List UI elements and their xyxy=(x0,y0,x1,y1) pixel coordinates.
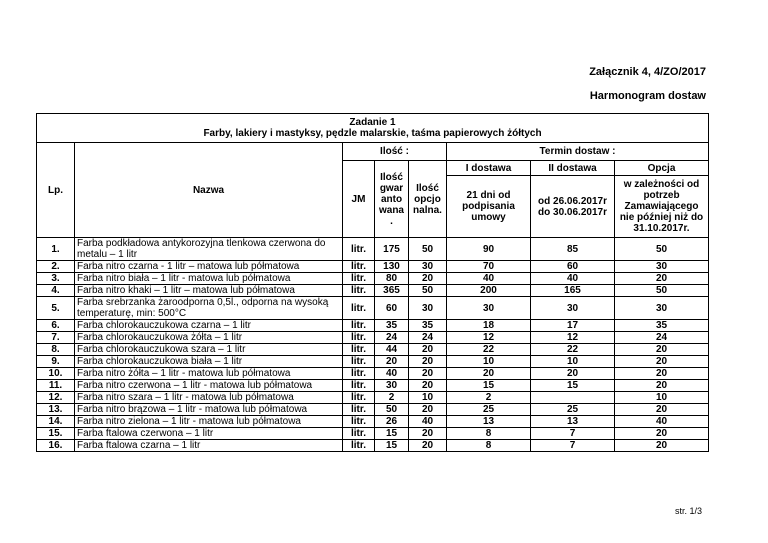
header-jm: JM xyxy=(343,161,375,238)
task-title: Zadanie 1 xyxy=(349,117,396,128)
row-jm: litr. xyxy=(343,392,375,404)
row-qty-optional: 20 xyxy=(409,440,447,452)
row-jm: litr. xyxy=(343,261,375,273)
row-lp: 12. xyxy=(37,392,75,404)
schedule-title: Harmonogram dostaw xyxy=(589,90,706,102)
row-first-delivery: 30 xyxy=(447,297,531,320)
row-name: Farba srebrzanka żaroodporna 0,5l., odporna na wysoką temperaturę, min: 500°C xyxy=(75,297,343,320)
row-first-delivery: 200 xyxy=(447,285,531,297)
row-lp: 16. xyxy=(37,440,75,452)
row-name: Farba podkładowa antykorozyjna tlenkowa czerwona do metalu – 1 litr xyxy=(75,238,343,261)
row-first-delivery: 90 xyxy=(447,238,531,261)
row-qty-optional: 10 xyxy=(409,392,447,404)
table-row xyxy=(37,261,709,273)
row-lp: 6. xyxy=(37,320,75,332)
row-jm: litr. xyxy=(343,404,375,416)
row-first-delivery: 10 xyxy=(447,356,531,368)
row-qty-guaranteed: 50 xyxy=(375,404,409,416)
row-lp: 15. xyxy=(37,428,75,440)
row-lp: 14. xyxy=(37,416,75,428)
row-qty-optional: 20 xyxy=(409,428,447,440)
table-row xyxy=(37,404,709,416)
row-option: 20 xyxy=(615,344,709,356)
row-first-delivery: 20 xyxy=(447,368,531,380)
header-second-delivery-term: od 26.06.2017r do 30.06.2017r xyxy=(531,176,615,238)
row-lp: 4. xyxy=(37,285,75,297)
table-row xyxy=(37,320,709,332)
task-title-row xyxy=(37,114,709,143)
row-lp: 7. xyxy=(37,332,75,344)
row-name: Farba nitro szara – 1 litr - matowa lub półmatowa xyxy=(75,392,343,404)
header-option-term: w zależności od potrzeb Zamawiającego nie później niż do 31.10.2017r. xyxy=(615,176,709,238)
row-lp: 13. xyxy=(37,404,75,416)
header-name: Nazwa xyxy=(75,143,343,238)
row-lp: 3. xyxy=(37,273,75,285)
row-qty-optional: 20 xyxy=(409,273,447,285)
row-option: 20 xyxy=(615,368,709,380)
attachment-label: Załącznik 4, 4/ZO/2017 xyxy=(589,66,706,78)
row-jm: litr. xyxy=(343,380,375,392)
row-second-delivery: 10 xyxy=(531,356,615,368)
row-first-delivery: 12 xyxy=(447,332,531,344)
row-first-delivery: 40 xyxy=(447,273,531,285)
table-row xyxy=(37,238,709,261)
header-delivery-date: Termin dostaw : xyxy=(447,143,709,161)
row-qty-guaranteed: 175 xyxy=(375,238,409,261)
task-subtitle: Farby, lakiery i mastyksy, pędzle malarskie, taśma papierowych żółtych xyxy=(203,128,542,139)
row-jm: litr. xyxy=(343,356,375,368)
row-option: 20 xyxy=(615,356,709,368)
page-number: str. 1/3 xyxy=(674,506,702,516)
row-lp: 11. xyxy=(37,380,75,392)
row-option: 35 xyxy=(615,320,709,332)
row-qty-guaranteed: 20 xyxy=(375,356,409,368)
row-first-delivery: 13 xyxy=(447,416,531,428)
row-option: 20 xyxy=(615,404,709,416)
row-option: 30 xyxy=(615,261,709,273)
row-second-delivery: 15 xyxy=(531,380,615,392)
row-second-delivery: 17 xyxy=(531,320,615,332)
row-qty-optional: 20 xyxy=(409,368,447,380)
row-second-delivery: 13 xyxy=(531,416,615,428)
header-qty-optional: Ilość opcjo nalna. xyxy=(409,161,447,238)
row-lp: 1. xyxy=(37,238,75,261)
row-qty-guaranteed: 2 xyxy=(375,392,409,404)
header-lp: Lp. xyxy=(37,143,75,238)
row-qty-optional: 50 xyxy=(409,238,447,261)
row-qty-guaranteed: 24 xyxy=(375,332,409,344)
row-second-delivery: 12 xyxy=(531,332,615,344)
row-qty-guaranteed: 35 xyxy=(375,320,409,332)
row-qty-guaranteed: 40 xyxy=(375,368,409,380)
row-qty-guaranteed: 15 xyxy=(375,428,409,440)
row-qty-guaranteed: 26 xyxy=(375,416,409,428)
table-row xyxy=(37,332,709,344)
row-qty-optional: 20 xyxy=(409,404,447,416)
row-name: Farba chlorokauczukowa szara – 1 litr xyxy=(75,344,343,356)
row-qty-optional: 20 xyxy=(409,356,447,368)
row-second-delivery: 22 xyxy=(531,344,615,356)
row-jm: litr. xyxy=(343,273,375,285)
row-second-delivery xyxy=(531,392,615,404)
row-first-delivery: 15 xyxy=(447,380,531,392)
row-second-delivery: 20 xyxy=(531,368,615,380)
row-jm: litr. xyxy=(343,297,375,320)
row-qty-guaranteed: 44 xyxy=(375,344,409,356)
row-second-delivery: 40 xyxy=(531,273,615,285)
row-option: 20 xyxy=(615,380,709,392)
row-name: Farba ftalowa czarna – 1 litr xyxy=(75,440,343,452)
table-row xyxy=(37,440,709,452)
row-qty-optional: 20 xyxy=(409,344,447,356)
table-row xyxy=(37,273,709,285)
row-option: 24 xyxy=(615,332,709,344)
row-option: 20 xyxy=(615,440,709,452)
row-second-delivery: 7 xyxy=(531,428,615,440)
row-qty-optional: 30 xyxy=(409,297,447,320)
row-name: Farba nitro brązowa – 1 litr - matowa lub półmatowa xyxy=(75,404,343,416)
row-jm: litr. xyxy=(343,285,375,297)
row-first-delivery: 18 xyxy=(447,320,531,332)
table-row xyxy=(37,285,709,297)
header-quantity: Ilość : xyxy=(343,143,447,161)
table-row xyxy=(37,416,709,428)
row-qty-optional: 30 xyxy=(409,261,447,273)
row-name: Farba nitro zielona – 1 litr - matowa lub półmatowa xyxy=(75,416,343,428)
row-option: 50 xyxy=(615,285,709,297)
row-name: Farba nitro biała – 1 litr - matowa lub półmatowa xyxy=(75,273,343,285)
row-name: Farba ftalowa czerwona – 1 litr xyxy=(75,428,343,440)
row-jm: litr. xyxy=(343,368,375,380)
row-name: Farba nitro khaki – 1 litr – matowa lub półmatowa xyxy=(75,285,343,297)
row-jm: litr. xyxy=(343,440,375,452)
row-qty-optional: 40 xyxy=(409,416,447,428)
row-second-delivery: 30 xyxy=(531,297,615,320)
row-name: Farba chlorokauczukowa czarna – 1 litr xyxy=(75,320,343,332)
row-second-delivery: 7 xyxy=(531,440,615,452)
row-lp: 8. xyxy=(37,344,75,356)
row-name: Farba chlorokauczukowa biała – 1 litr xyxy=(75,356,343,368)
row-second-delivery: 25 xyxy=(531,404,615,416)
table-row xyxy=(37,392,709,404)
row-first-delivery: 2 xyxy=(447,392,531,404)
row-name: Farba nitro czerwona – 1 litr - matowa lub półmatowa xyxy=(75,380,343,392)
row-qty-guaranteed: 15 xyxy=(375,440,409,452)
header-row-1 xyxy=(37,143,709,161)
header-qty-guaranteed: Ilość gwar anto wana . xyxy=(375,161,409,238)
row-name: Farba chlorokauczukowa żółta – 1 litr xyxy=(75,332,343,344)
table-row xyxy=(37,297,709,320)
row-option: 50 xyxy=(615,238,709,261)
table-row xyxy=(37,368,709,380)
row-jm: litr. xyxy=(343,344,375,356)
header-first-delivery: I dostawa xyxy=(447,161,531,176)
row-qty-guaranteed: 30 xyxy=(375,380,409,392)
row-qty-optional: 20 xyxy=(409,380,447,392)
header-second-delivery: II dostawa xyxy=(531,161,615,176)
row-first-delivery: 8 xyxy=(447,440,531,452)
header-first-delivery-term: 21 dni od podpisania umowy xyxy=(447,176,531,238)
row-lp: 2. xyxy=(37,261,75,273)
delivery-schedule-table xyxy=(36,113,709,452)
row-qty-guaranteed: 365 xyxy=(375,285,409,297)
table-row xyxy=(37,356,709,368)
row-qty-optional: 24 xyxy=(409,332,447,344)
row-qty-guaranteed: 60 xyxy=(375,297,409,320)
row-jm: litr. xyxy=(343,238,375,261)
row-option: 40 xyxy=(615,416,709,428)
row-qty-optional: 50 xyxy=(409,285,447,297)
row-lp: 9. xyxy=(37,356,75,368)
row-qty-guaranteed: 130 xyxy=(375,261,409,273)
row-first-delivery: 70 xyxy=(447,261,531,273)
row-option: 10 xyxy=(615,392,709,404)
row-name: Farba nitro czarna - 1 litr – matowa lub półmatowa xyxy=(75,261,343,273)
row-qty-guaranteed: 80 xyxy=(375,273,409,285)
row-second-delivery: 165 xyxy=(531,285,615,297)
row-option: 20 xyxy=(615,273,709,285)
row-jm: litr. xyxy=(343,332,375,344)
header-option: Opcja xyxy=(615,161,709,176)
row-name: Farba nitro żółta – 1 litr - matowa lub półmatowa xyxy=(75,368,343,380)
table-row xyxy=(37,380,709,392)
row-qty-optional: 35 xyxy=(409,320,447,332)
row-option: 30 xyxy=(615,297,709,320)
row-first-delivery: 8 xyxy=(447,428,531,440)
row-jm: litr. xyxy=(343,428,375,440)
row-lp: 10. xyxy=(37,368,75,380)
row-second-delivery: 60 xyxy=(531,261,615,273)
table-row xyxy=(37,428,709,440)
row-jm: litr. xyxy=(343,416,375,428)
row-first-delivery: 22 xyxy=(447,344,531,356)
row-lp: 5. xyxy=(37,297,75,320)
table-row xyxy=(37,344,709,356)
row-option: 20 xyxy=(615,428,709,440)
row-first-delivery: 25 xyxy=(447,404,531,416)
row-jm: litr. xyxy=(343,320,375,332)
row-second-delivery: 85 xyxy=(531,238,615,261)
